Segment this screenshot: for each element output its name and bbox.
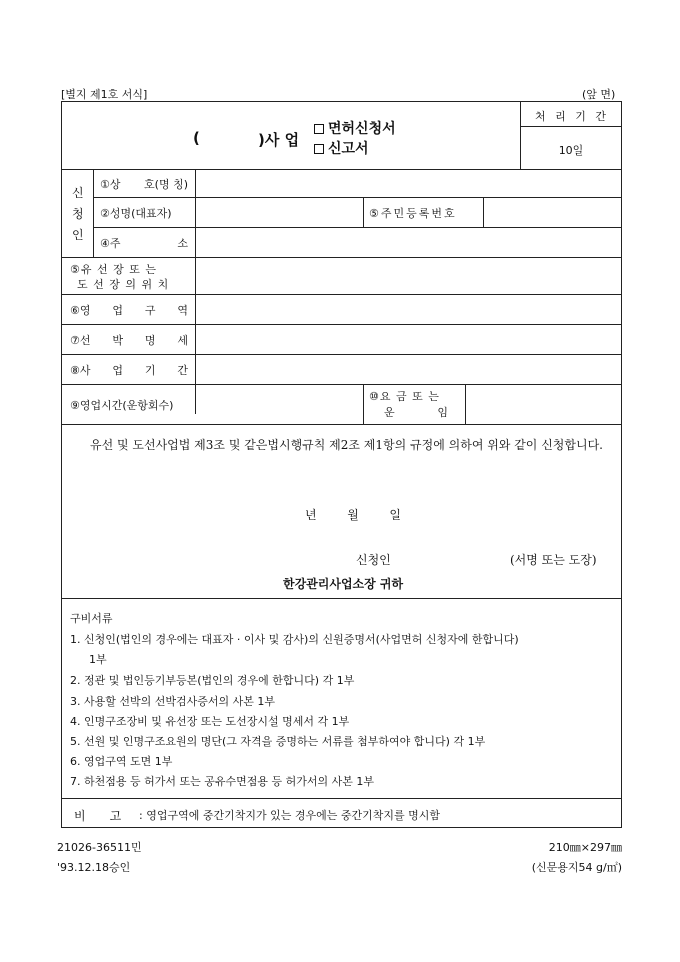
- title-option-license[interactable]: 면허신청서: [314, 118, 396, 138]
- processing-period-label: 처 리 기 간: [535, 110, 609, 123]
- applicant-group-char-2: 청: [72, 207, 84, 221]
- date-month: 월: [347, 508, 359, 522]
- vessel-details-label: ⑦선 박 명 세: [70, 334, 188, 347]
- date-day: 일: [389, 508, 401, 522]
- signature-or-seal: (서명 또는 도장): [510, 553, 597, 567]
- representative-field[interactable]: [196, 198, 362, 226]
- business-period-label: ⑧사 업 기 간: [70, 364, 188, 377]
- required-doc-item-continued: 1부: [89, 653, 107, 666]
- vessel-details-field[interactable]: [196, 325, 621, 353]
- location-field[interactable]: [196, 258, 621, 293]
- applicant-group-char-3: 인: [72, 228, 84, 242]
- fare-label-line2: 운 임: [384, 406, 448, 419]
- operating-area-field[interactable]: [196, 295, 621, 323]
- operating-hours-field[interactable]: [196, 385, 362, 423]
- approval-date: '93.12.18승인: [57, 861, 131, 874]
- operating-hours-label: ⑨영업시간(운항회수): [70, 399, 174, 412]
- paper-type: (신문용지54 g/㎡): [531, 861, 622, 874]
- address-field[interactable]: [196, 228, 621, 256]
- applicant-signature-label: 신청인: [356, 553, 391, 567]
- business-period-field[interactable]: [196, 355, 621, 383]
- fare-label-line1: ⑩요 금 또 는: [369, 390, 440, 403]
- declaration-text: 유선 및 도선사업법 제3조 및 같은법시행규칙 제2조 제1항의 규정에 의하여 위와 같이 신청합니다.: [90, 438, 603, 452]
- title-business: )사 업: [258, 131, 300, 149]
- required-doc-item: 1. 신청인(법인의 경우에는 대표자 · 이사 및 감사)의 신원증명서(사업면허 신청자에 한합니다): [70, 633, 519, 646]
- page-side-label: (앞 면): [582, 88, 616, 101]
- required-docs-title: 구비서류: [70, 612, 113, 625]
- processing-period-value: 10일: [558, 144, 584, 157]
- form-number: [별지 제1호 서식]: [61, 88, 148, 101]
- report-checkbox[interactable]: [314, 144, 324, 154]
- required-doc-item: 5. 선원 및 인명구조요원의 명단(그 자격을 증명하는 서류를 첨부하여야 합니다) 각 1부: [70, 735, 486, 748]
- title-option-report[interactable]: 신고서: [314, 138, 369, 158]
- required-doc-item: 6. 영업구역 도면 1부: [70, 755, 173, 768]
- title-paren-open: (: [193, 129, 200, 147]
- required-doc-item: 7. 하천점용 등 허가서 또는 공유수면점용 등 허가서의 사본 1부: [70, 775, 374, 788]
- form-code: 21026-36511민: [57, 841, 142, 854]
- required-doc-item: 4. 인명구조장비 및 유선장 또는 도선장시설 명세서 각 1부: [70, 715, 350, 728]
- addressee: 한강관리사업소장 귀하: [283, 577, 404, 591]
- address-label: ④주 소: [100, 237, 188, 250]
- applicant-group-char-1: 신: [72, 186, 84, 200]
- fare-field[interactable]: [466, 385, 621, 423]
- business-name-field[interactable]: [196, 170, 621, 196]
- operating-area-label: ⑥영 업 구 역: [70, 304, 188, 317]
- date-year: 년: [305, 508, 317, 522]
- date-line: [305, 506, 401, 523]
- representative-label: ②성명(대표자): [100, 207, 172, 220]
- note-text: : 영업구역에 중간기착지가 있는 경우에는 중간기착지를 명시함: [139, 809, 440, 822]
- resident-number-label: ⑤주민등록번호: [369, 207, 457, 220]
- required-doc-item: 3. 사용할 선박의 선박검사증서의 사본 1부: [70, 695, 275, 708]
- location-label-line1: ⑤유 선 장 또 는: [70, 263, 157, 276]
- required-doc-item: 2. 정관 및 법인등기부등본(법인의 경우에 한합니다) 각 1부: [70, 674, 355, 687]
- note-label: 비 고: [74, 809, 122, 823]
- paper-size: 210㎜×297㎜: [548, 841, 622, 854]
- license-checkbox[interactable]: [314, 124, 324, 134]
- location-label-line2: 도 선 장 의 위 치: [77, 278, 170, 291]
- business-name-label: ①상 호(명 칭): [100, 178, 188, 191]
- resident-number-field[interactable]: [484, 198, 621, 226]
